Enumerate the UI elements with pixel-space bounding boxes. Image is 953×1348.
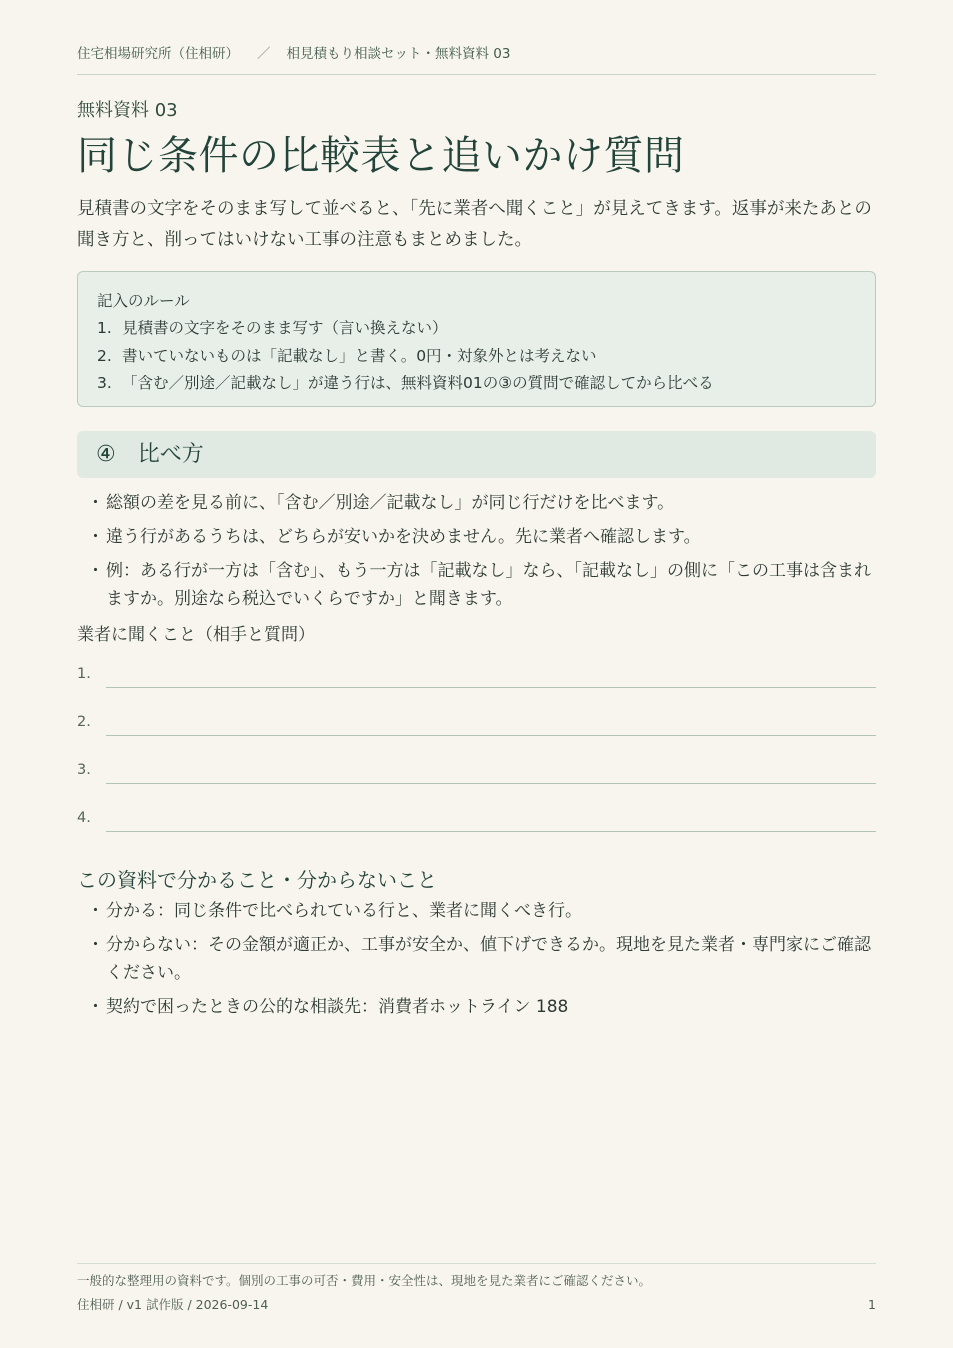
rules-box — [77, 271, 876, 407]
write-in-row — [77, 804, 876, 852]
bullet-dot: ・ — [87, 997, 104, 1017]
know-bullet — [77, 993, 876, 1021]
rule-text: 「含む／別途／記載なし」が違う行は、無料資料01の③の質問で確認してから比べる — [122, 374, 714, 392]
write-in-lines — [77, 660, 876, 852]
method-section — [77, 489, 876, 619]
rule-number: 1. — [97, 319, 112, 337]
blank-write-line — [106, 783, 876, 784]
rule-number: 3. — [97, 374, 112, 392]
blank-write-line — [106, 735, 876, 736]
bullet-dot: ・ — [87, 901, 104, 921]
lead-paragraph: 見積書の文字をそのまま写して並べると、「先に業者へ聞くこと」が見えてきます。返事が来たあとの聞き方と、削ってはいけない工事の注意もまとめました。 — [77, 199, 872, 250]
page-number: 1 — [868, 1297, 876, 1312]
breadcrumb-org: 住宅相場研究所（住相研） — [77, 46, 239, 62]
know-bullet — [77, 931, 876, 987]
line-number: 4. — [77, 810, 91, 826]
write-in-row — [77, 756, 876, 804]
blank-write-line — [106, 687, 876, 688]
breadcrumb — [77, 42, 876, 75]
rules-title: 記入のルール — [97, 292, 190, 310]
bullet-text: 分かる：同じ条件で比べられている行と、業者に聞くべき行。 — [106, 901, 582, 921]
line-number: 1. — [77, 666, 91, 682]
method-bullet-list — [77, 489, 876, 613]
footer-version: 住相研 / v1 試作版 / 2026-09-14 — [77, 1297, 269, 1312]
bullet-dot: ・ — [87, 561, 104, 581]
footer-disclaimer: 一般的な整理用の資料です。個別の工事の可否・費用・安全性は、現地を見た業者にご確認ください。 — [77, 1273, 652, 1288]
bullet-text: 分からない：その金額が適正か、工事が安全か、値下げできるか。現地を見た業者・専門家にご確認ください。 — [106, 935, 871, 983]
page-footer — [77, 1263, 876, 1313]
blank-write-line — [106, 831, 876, 832]
method-bullet — [77, 489, 876, 517]
section-marker: ④ — [96, 442, 116, 467]
section-title: 比べ方 — [137, 442, 204, 467]
know-bullet-list — [77, 897, 876, 1021]
breadcrumb-set: 相見積もり相談セット・無料資料 03 — [286, 46, 511, 62]
breadcrumb-separator: ／ — [257, 46, 271, 62]
bullet-text: 違う行があるうちは、どちらが安いかを決めません。先に業者へ確認します。 — [106, 527, 701, 547]
rule-item — [97, 370, 856, 398]
rules-list — [97, 315, 856, 398]
bullet-text: 例：ある行が一方は「含む」、もう一方は「記載なし」なら、「記載なし」の側に「この工事は含まれますか。別途なら税込でいくらですか」と聞きます。 — [106, 561, 871, 609]
method-bullet — [77, 557, 876, 613]
line-number: 3. — [77, 762, 91, 778]
bullet-dot: ・ — [87, 935, 104, 955]
know-section — [77, 897, 876, 1027]
write-in-row — [77, 660, 876, 708]
method-bullet — [77, 523, 876, 551]
section-heading — [77, 431, 876, 478]
rule-text: 書いていないものは「記載なし」と書く。0円・対象外とは考えない — [122, 346, 597, 365]
line-number: 2. — [77, 714, 91, 730]
rule-number: 2. — [97, 346, 112, 365]
know-heading: この資料で分かること・分からないこと — [77, 868, 437, 892]
bullet-text: 総額の差を見る前に、「含む／別途／記載なし」が同じ行だけを比べます。 — [106, 493, 675, 513]
document-eyebrow: 無料資料 03 — [77, 100, 178, 121]
rule-text: 見積書の文字をそのまま写す（言い換えない） — [122, 319, 448, 337]
know-bullet — [77, 897, 876, 925]
page-title: 同じ条件の比較表と追いかけ質問 — [77, 133, 685, 179]
bullet-text: 契約で困ったときの公的な相談先：消費者ホットライン 188 — [106, 997, 569, 1017]
bullet-dot: ・ — [87, 493, 104, 513]
bullet-dot: ・ — [87, 527, 104, 547]
footer-meta — [77, 1297, 876, 1313]
ask-label: 業者に聞くこと（相手と質問） — [77, 625, 315, 645]
rule-item — [97, 343, 856, 371]
document-page — [77, 0, 876, 1348]
write-in-row — [77, 708, 876, 756]
rule-item — [97, 315, 856, 343]
